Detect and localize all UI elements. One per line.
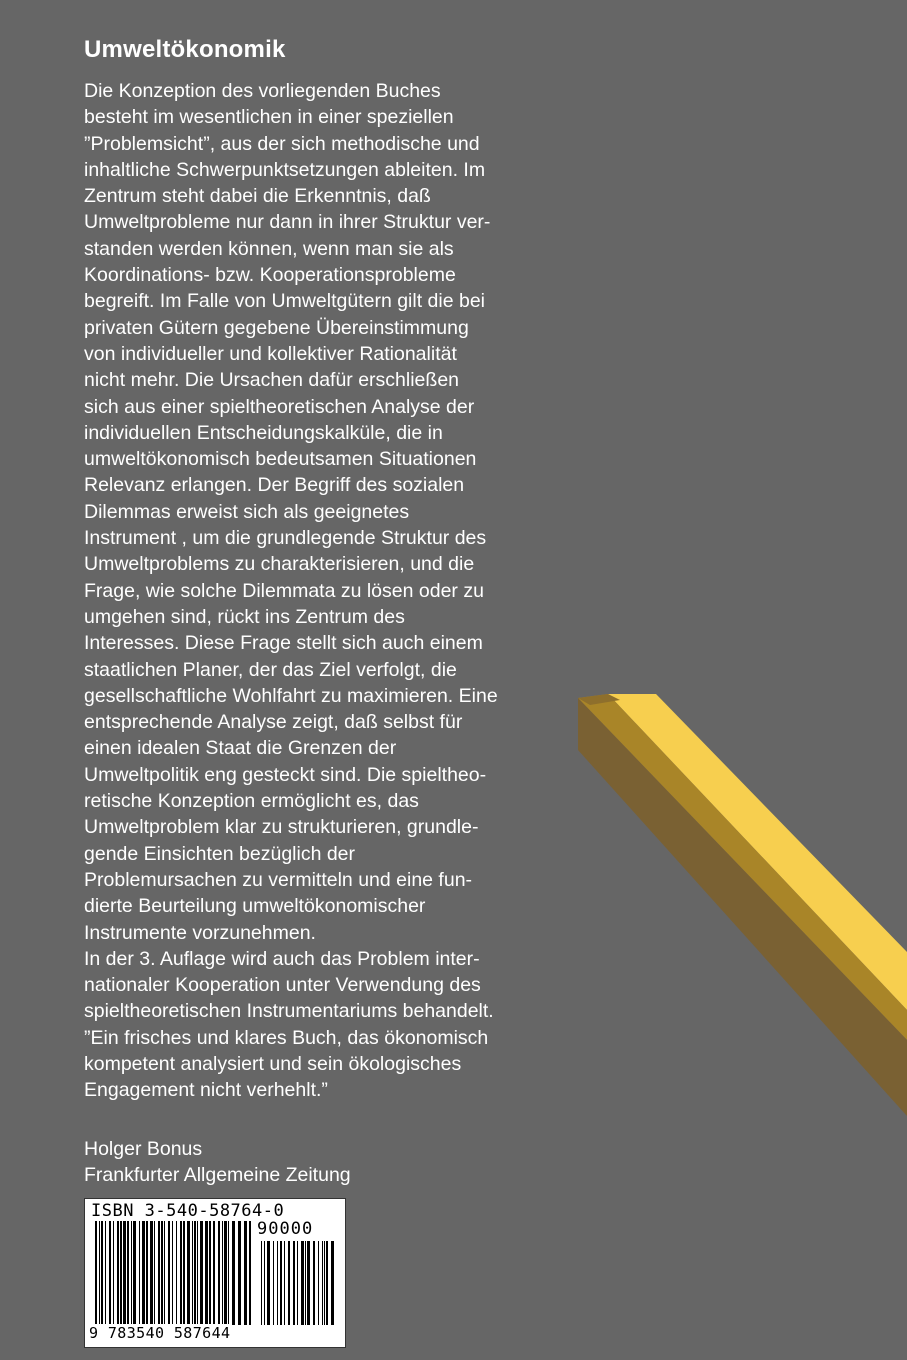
- blurb-line: Koordinations- bzw. Kooperationsprobleme: [84, 264, 456, 287]
- barcode-addon-bar: [284, 1241, 285, 1325]
- barcode-bar: [95, 1221, 97, 1325]
- blurb-line: privaten Gütern gegebene Übereinstimmung: [84, 316, 469, 339]
- barcode-bar: [200, 1221, 203, 1325]
- blurb-line: Frage, wie solche Dilemmata zu lösen oder zu: [84, 579, 484, 602]
- barcode-bar: [187, 1221, 190, 1325]
- barcode-addon-bar: [326, 1241, 328, 1325]
- blurb-line: kompetent analysiert und sein ökologisches: [84, 1052, 462, 1075]
- barcode-bar: [161, 1221, 163, 1325]
- barcode-bar: [113, 1221, 114, 1325]
- barcode-bar: [249, 1221, 251, 1325]
- barcode-bar: [142, 1221, 145, 1325]
- blurb-line: Relevanz erlangen. Der Begriff des sozialen: [84, 474, 465, 497]
- barcode-bar: [154, 1221, 155, 1325]
- blurb-line: Zentrum steht dabei die Erkenntnis, daß: [84, 185, 431, 208]
- barcode-bar: [192, 1221, 193, 1325]
- book-title: Umweltökonomik: [84, 36, 286, 63]
- attribution-source: Frankfurter Allgemeine Zeitung: [84, 1164, 351, 1187]
- barcode-bar: [183, 1221, 185, 1325]
- barcode-bar: [164, 1221, 165, 1325]
- barcode-addon-bar: [297, 1241, 298, 1325]
- barcode-addon-bar: [267, 1241, 270, 1325]
- barcode-bar: [146, 1221, 148, 1325]
- barcode-bar: [213, 1221, 215, 1325]
- barcode-bar: [232, 1221, 235, 1325]
- blurb-line: umgehen sind, rückt ins Zentrum des: [84, 605, 405, 628]
- barcode-addon-bar: [322, 1241, 323, 1325]
- blurb-line: Interesses. Diese Frage stellt sich auch einem: [84, 632, 483, 655]
- attribution-name: Holger Bonus: [84, 1138, 203, 1160]
- barcode-addon-bar: [264, 1241, 265, 1325]
- barcode-bar: [120, 1221, 122, 1325]
- blurb-line: begreift. Im Falle von Umweltgütern gilt die bei: [84, 290, 486, 313]
- blurb-line: Problemursachen zu vermitteln und eine fun-: [84, 868, 473, 891]
- barcode-bar: [117, 1221, 119, 1325]
- barcode-bar: [131, 1221, 132, 1325]
- barcode-bar: [224, 1221, 227, 1325]
- barcode-addon-bar: [293, 1241, 295, 1325]
- barcode-addon-bar: [307, 1241, 310, 1325]
- blurb-line: nicht mehr. Die Ursachen dafür erschließen: [84, 369, 460, 392]
- barcode-bar: [99, 1221, 100, 1325]
- blurb-line: Dilemmas erweist sich als geeignetes: [84, 500, 410, 523]
- blurb-line: Umweltprobleme nur dann in ihrer Struktur ver-: [84, 211, 491, 234]
- barcode-bar: [133, 1221, 136, 1325]
- blurb-line: Die Konzeption des vorliegenden Buches: [84, 80, 441, 102]
- barcode-bar: [209, 1221, 211, 1325]
- barcode-bar: [150, 1221, 153, 1325]
- blurb-line: retische Konzeption ermöglicht es, das: [84, 790, 419, 813]
- barcode-bar: [238, 1221, 241, 1325]
- blurb-line: von individueller und kollektiver Rationalität: [84, 342, 457, 365]
- blurb-text: [84, 78, 554, 1104]
- pencil-face-mid: [578, 694, 907, 1040]
- isbn-barcode: [84, 1198, 346, 1348]
- barcode-bar: [194, 1221, 196, 1325]
- barcode-bar: [244, 1221, 247, 1325]
- blurb-line: Umweltproblems zu charakterisieren, und die: [84, 553, 475, 576]
- barcode-bar: [222, 1221, 223, 1325]
- barcode-addon-bar: [261, 1241, 262, 1325]
- barcode-addon-bar: [277, 1241, 278, 1325]
- barcode-addon-bar: [324, 1241, 325, 1325]
- barcode-bar: [101, 1221, 103, 1325]
- barcode-addon-bar: [313, 1241, 315, 1325]
- blurb-line: nationaler Kooperation unter Verwendung des: [84, 974, 481, 997]
- quote-attribution: [84, 1136, 351, 1189]
- barcode-bar: [205, 1221, 208, 1325]
- pencil-top-edge: [578, 694, 620, 705]
- barcode-bar: [168, 1221, 170, 1325]
- blurb-line: spieltheoretischen Instrumentariums behandelt.: [84, 1000, 494, 1023]
- blurb-line: dierte Beurteilung umweltökonomischer: [84, 895, 426, 918]
- barcode-bar: [127, 1221, 129, 1325]
- blurb-line: staatlichen Planer, der das Ziel verfolgt, die: [84, 658, 457, 681]
- blurb-line: Instrumente vorzunehmen.: [84, 921, 316, 944]
- barcode-bar: [218, 1221, 220, 1325]
- barcode-addon-bar: [305, 1241, 306, 1325]
- ean-number: 9 783540 587644: [89, 1324, 231, 1342]
- barcode-bar: [139, 1221, 140, 1325]
- barcode-addon-number: 90000: [257, 1219, 314, 1239]
- blurb-line: individuellen Entscheidungskalküle, die in: [84, 421, 443, 444]
- blurb-line: einen idealen Staat die Grenzen der: [84, 737, 397, 760]
- blurb-line: gesellschaftliche Wohlfahrt zu maximieren. Eine: [84, 684, 498, 707]
- isbn-label: ISBN 3-540-58764-0: [91, 1201, 285, 1221]
- pencil-face-light: [608, 694, 907, 1010]
- blurb-line: inhaltliche Schwerpunktsetzungen ableiten. Im: [84, 158, 486, 181]
- barcode-bar: [123, 1221, 126, 1325]
- blurb-line: gende Einsichten bezüglich der: [84, 842, 356, 865]
- blurb-line: Umweltproblem klar zu strukturieren, grundle-: [84, 816, 479, 839]
- blurb-line: Instrument , um die grundlegende Struktur des: [84, 527, 487, 550]
- barcode-addon-bar: [301, 1241, 304, 1325]
- blurb-line: Engagement nicht verhehlt.”: [84, 1079, 328, 1102]
- blurb-line: In der 3. Auflage wird auch das Problem inter-: [84, 947, 480, 970]
- barcode-addon-bar: [331, 1241, 334, 1325]
- barcode-addon-bar: [273, 1241, 274, 1325]
- barcode-bar: [197, 1221, 198, 1325]
- barcode-bar: [109, 1221, 111, 1325]
- blurb-line: sich aus einer spieltheoretischen Analyse der: [84, 395, 475, 418]
- barcode-addon-bar: [288, 1241, 290, 1325]
- blurb-line: Umweltpolitik eng gesteckt sind. Die spieltheo-: [84, 763, 487, 786]
- barcode-bar: [228, 1221, 229, 1325]
- barcode-bar: [176, 1221, 177, 1325]
- blurb-line: ”Ein frisches und klares Buch, das ökonomisch: [84, 1026, 489, 1049]
- barcode-bar: [180, 1221, 182, 1325]
- blurb-line: umweltökonomisch bedeutsamen Situationen: [84, 448, 477, 471]
- blurb-line: ”Problemsicht”, aus der sich methodische und: [84, 132, 480, 155]
- blurb-line: entsprechende Analyse zeigt, daß selbst für: [84, 711, 463, 734]
- pencil-face-dark: [578, 698, 907, 1116]
- barcode-bar: [158, 1221, 160, 1325]
- barcode-bar: [172, 1221, 173, 1325]
- blurb-line: besteht im wesentlichen in einer speziellen: [84, 106, 454, 129]
- blurb-line: standen werden können, wenn man sie als: [84, 237, 454, 260]
- barcode-addon-bar: [280, 1241, 282, 1325]
- barcode-bar: [105, 1221, 106, 1325]
- barcode-addon-bar: [318, 1241, 319, 1325]
